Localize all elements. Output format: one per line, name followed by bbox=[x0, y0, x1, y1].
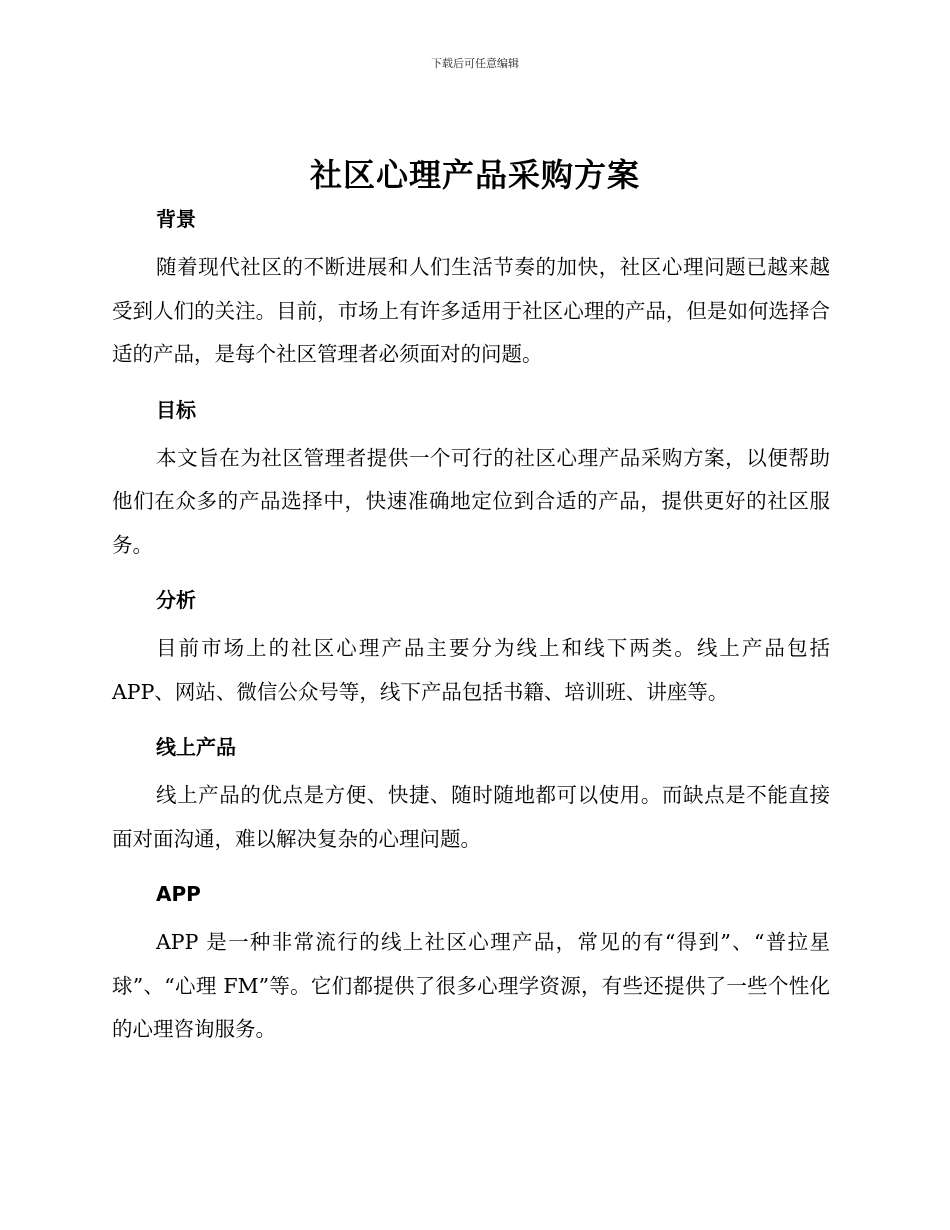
section-paragraph-online-products: 线上产品的优点是方便、快捷、随时随地都可以使用。而缺点是不能直接面对面沟通，难以解决复杂的心理问题。 bbox=[112, 783, 830, 851]
section-heading-goal: 目标 bbox=[156, 397, 196, 422]
document-body bbox=[112, 198, 830, 1052]
section-heading-app: APP bbox=[156, 882, 201, 906]
header-note: 下载后可任意编辑 bbox=[431, 57, 519, 70]
section-paragraph-app: APP 是一种非常流行的线上社区心理产品，常见的有“得到”、“普拉星球”、“心理 FM”等。它们都提供了很多心理学资源，有些还提供了一些个性化的心理咨询服务。 bbox=[112, 930, 830, 1041]
section-paragraph-goal: 本文旨在为社区管理者提供一个可行的社区心理产品采购方案，以便帮助他们在众多的产品选择中，快速准确地定位到合适的产品，提供更好的社区服务。 bbox=[112, 445, 830, 557]
section-paragraph-background: 随着现代社区的不断进展和人们生活节奏的加快，社区心理问题已越来越受到人们的关注。目前，市场上有许多适用于社区心理的产品，但是如何选择合适的产品，是每个社区管理者必须面对的问题。 bbox=[112, 255, 830, 366]
section-paragraph-analysis: 目前市场上的社区心理产品主要分为线上和线下两类。线上产品包括APP、网站、微信公众号等，线下产品包括书籍、培训班、讲座等。 bbox=[112, 636, 830, 704]
section-heading-background: 背景 bbox=[156, 207, 196, 231]
section-heading-online-products: 线上产品 bbox=[156, 735, 236, 759]
section-heading-analysis: 分析 bbox=[156, 588, 196, 612]
document-title: 社区心理产品采购方案 bbox=[309, 156, 640, 194]
